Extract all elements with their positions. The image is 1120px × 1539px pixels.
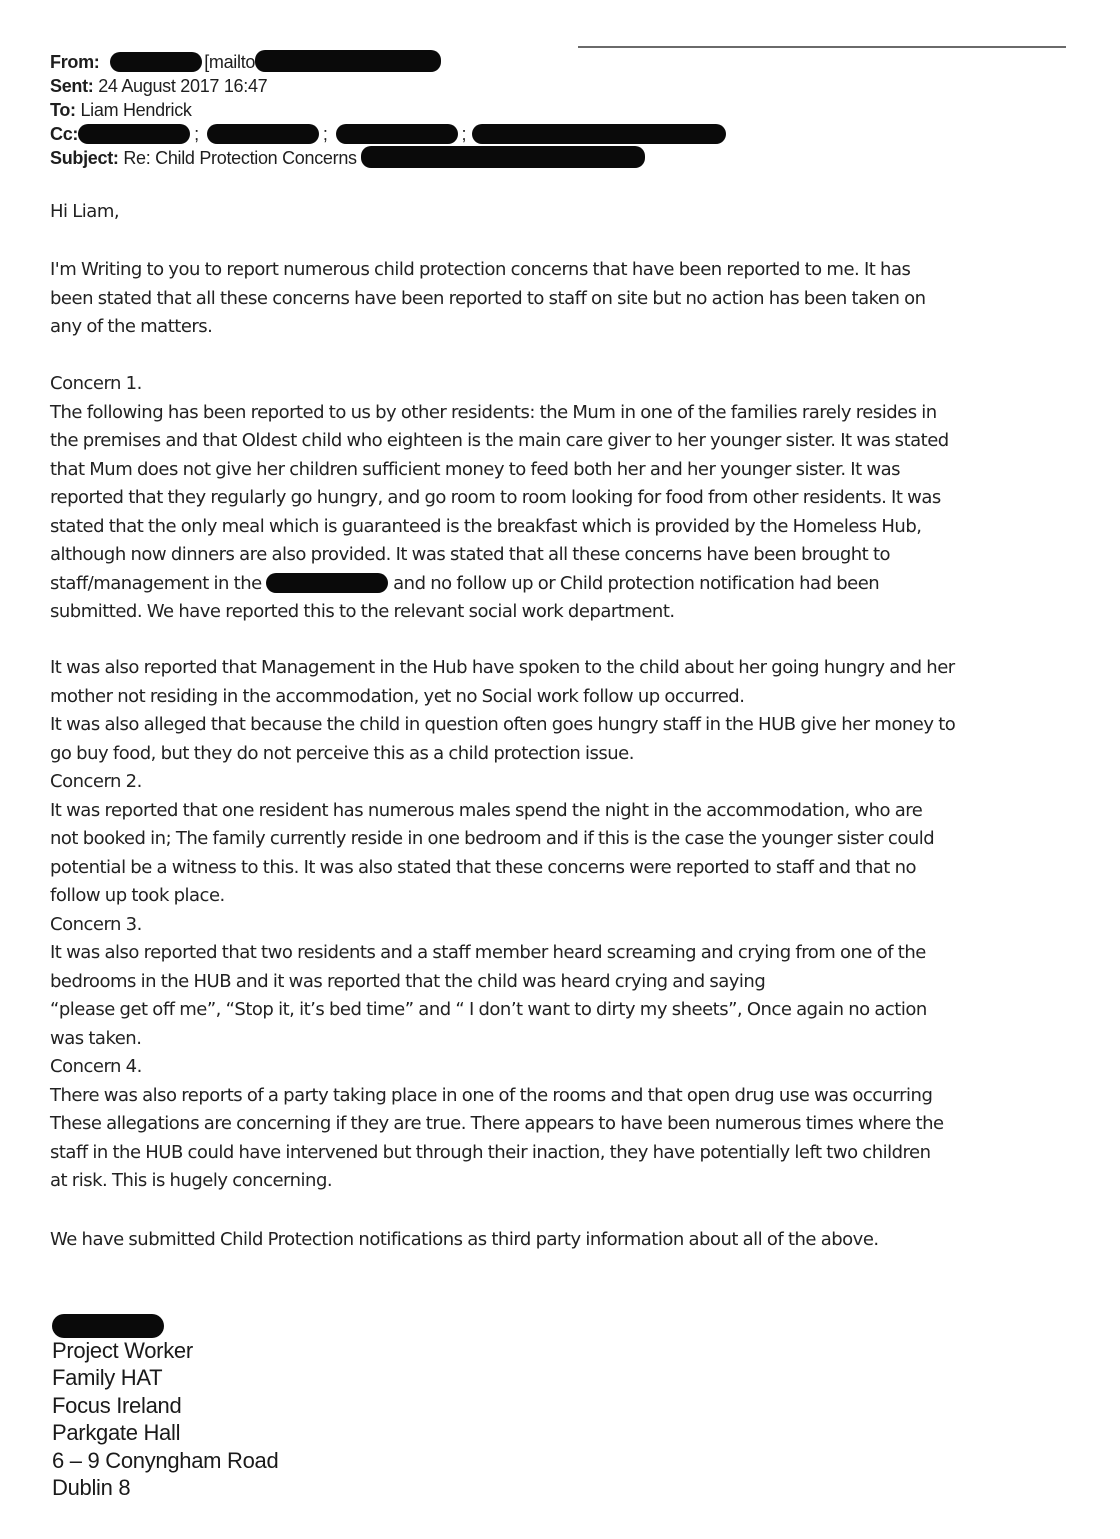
cc-separator: ; bbox=[322, 124, 328, 144]
redacted-location bbox=[266, 573, 388, 593]
redacted-signature-name bbox=[52, 1314, 164, 1338]
text-line: “please get off me”, “Stop it, it’s bed time” and “ I don’t want to dirty my sheets”, Once again no action bbox=[50, 999, 927, 1020]
intro-paragraph bbox=[50, 256, 1080, 342]
text-line: although now dinners are also provided. It was stated that all these concerns have been brought to bbox=[50, 544, 891, 565]
closing-paragraph bbox=[50, 1226, 1080, 1255]
to-row bbox=[50, 98, 726, 122]
concern-heading: Concern 1. bbox=[50, 373, 142, 394]
redacted-cc-2 bbox=[207, 124, 319, 144]
redacted-subject bbox=[361, 146, 645, 168]
greeting bbox=[50, 198, 1080, 227]
redacted-sender bbox=[110, 52, 202, 72]
text-line: the premises and that Oldest child who eighteen is the main care giver to her younger sister. It was stated bbox=[50, 430, 949, 451]
sent-value: 24 August 2017 16:47 bbox=[98, 76, 268, 96]
text-line: at risk. This is hugely concerning. bbox=[50, 1170, 333, 1191]
cc-separator: ; bbox=[194, 124, 199, 144]
signature-line: Family HAT bbox=[52, 1365, 163, 1391]
redacted-email bbox=[255, 50, 441, 72]
signature-line: 6 – 9 Conyngham Road bbox=[52, 1447, 279, 1473]
from-row bbox=[50, 50, 726, 74]
text-line: It was also reported that two residents and a staff member heard screaming and crying from one of the bbox=[50, 942, 926, 963]
sent-row bbox=[50, 74, 726, 98]
from-label: From: bbox=[50, 52, 100, 72]
signature-line: Parkgate Hall bbox=[52, 1420, 181, 1446]
text-line: potential be a witness to this. It was also stated that these concerns were reported to staff and that no bbox=[50, 856, 917, 878]
text-line: I'm Writing to you to report numerous child protection concerns that have been reported to me. It has bbox=[50, 259, 911, 280]
text-line: go buy food, but they do not perceive this as a child protection issue. bbox=[50, 742, 634, 764]
text-line: bedrooms in the HUB and it was reported that the child was heard crying and saying bbox=[50, 970, 766, 992]
text-line: It was also alleged that because the child in question often goes hungry staff in the HUB give her money to bbox=[50, 714, 956, 735]
greeting-line: Hi Liam, bbox=[50, 201, 120, 222]
text-line: any of the matters. bbox=[50, 316, 213, 337]
signature-line: Focus Ireland bbox=[52, 1392, 182, 1418]
text-line: stated that the only meal which is guaranteed is the breakfast which is provided by the Homeless Hub, bbox=[50, 515, 922, 537]
mgmt-start: staff/management in the bbox=[50, 572, 262, 594]
subject-row bbox=[50, 146, 726, 170]
text-line: It was also reported that Management in the Hub have spoken to the child about her going hungry and her bbox=[50, 657, 955, 678]
text-line: was taken. bbox=[50, 1027, 142, 1049]
to-label: To: bbox=[50, 100, 76, 120]
text-line: follow up took place. bbox=[50, 885, 225, 906]
cc-label: Cc: bbox=[50, 124, 79, 144]
text-line: reported that they regularly go hungry, and go room to room looking for food from other residents. It was bbox=[50, 487, 941, 508]
mailto-text: [mailto bbox=[204, 52, 256, 72]
subject-value: Re: Child Protection Concerns bbox=[123, 148, 357, 168]
text-line: that Mum does not give her children sufficient money to feed both her and her younger sister. It was bbox=[50, 458, 900, 480]
cc-separator: ; bbox=[461, 124, 467, 144]
sent-label: Sent: bbox=[50, 76, 94, 96]
text-line: We have submitted Child Protection notifications as third party information about all of the above. bbox=[50, 1229, 879, 1250]
concern-heading: Concern 4. bbox=[50, 1056, 142, 1077]
cc-row bbox=[50, 122, 726, 146]
text-line: There was also reports of a party taking place in one of the rooms and that open drug use was occurring bbox=[50, 1084, 933, 1106]
concern-1-section bbox=[50, 370, 1080, 627]
header-rule bbox=[578, 46, 1066, 48]
text-line: not booked in; The family currently reside in one bedroom and if this is the case the younger sister could bbox=[50, 828, 935, 849]
concern-heading: Concern 3. bbox=[50, 913, 142, 935]
redacted-cc-4 bbox=[472, 124, 726, 144]
redacted-cc-1 bbox=[78, 124, 190, 144]
text-line: The following has been reported to us by other residents: the Mum in one of the families rarely resides in bbox=[50, 401, 937, 423]
text-line: It was reported that one resident has numerous males spend the night in the accommodation, who are bbox=[50, 799, 923, 821]
email-header bbox=[50, 50, 726, 170]
text-line: been stated that all these concerns have been reported to staff on site but no action has been taken on bbox=[50, 287, 926, 309]
mgmt-end: and no follow up or Child protection notification had been bbox=[393, 572, 880, 594]
signature-line: Project Worker bbox=[52, 1338, 193, 1363]
signature-line: Dublin 8 bbox=[52, 1475, 131, 1501]
to-value: Liam Hendrick bbox=[80, 100, 192, 120]
signature-block bbox=[52, 1337, 278, 1501]
text-line bbox=[50, 570, 1080, 599]
text-line: These allegations are concerning if they are true. There appears to have been numerous times where the bbox=[50, 1113, 944, 1134]
concern-heading: Concern 2. bbox=[50, 771, 142, 792]
text-line: staff in the HUB could have intervened but through their inaction, they have potentially left two children bbox=[50, 1141, 931, 1163]
redacted-cc-3 bbox=[336, 124, 458, 144]
text-line: submitted. We have reported this to the relevant social work department. bbox=[50, 601, 675, 622]
subject-label: Subject: bbox=[50, 148, 119, 168]
concerns-2-4-section bbox=[50, 654, 1080, 1196]
text-line: mother not residing in the accommodation, yet no Social work follow up occurred. bbox=[50, 685, 745, 707]
